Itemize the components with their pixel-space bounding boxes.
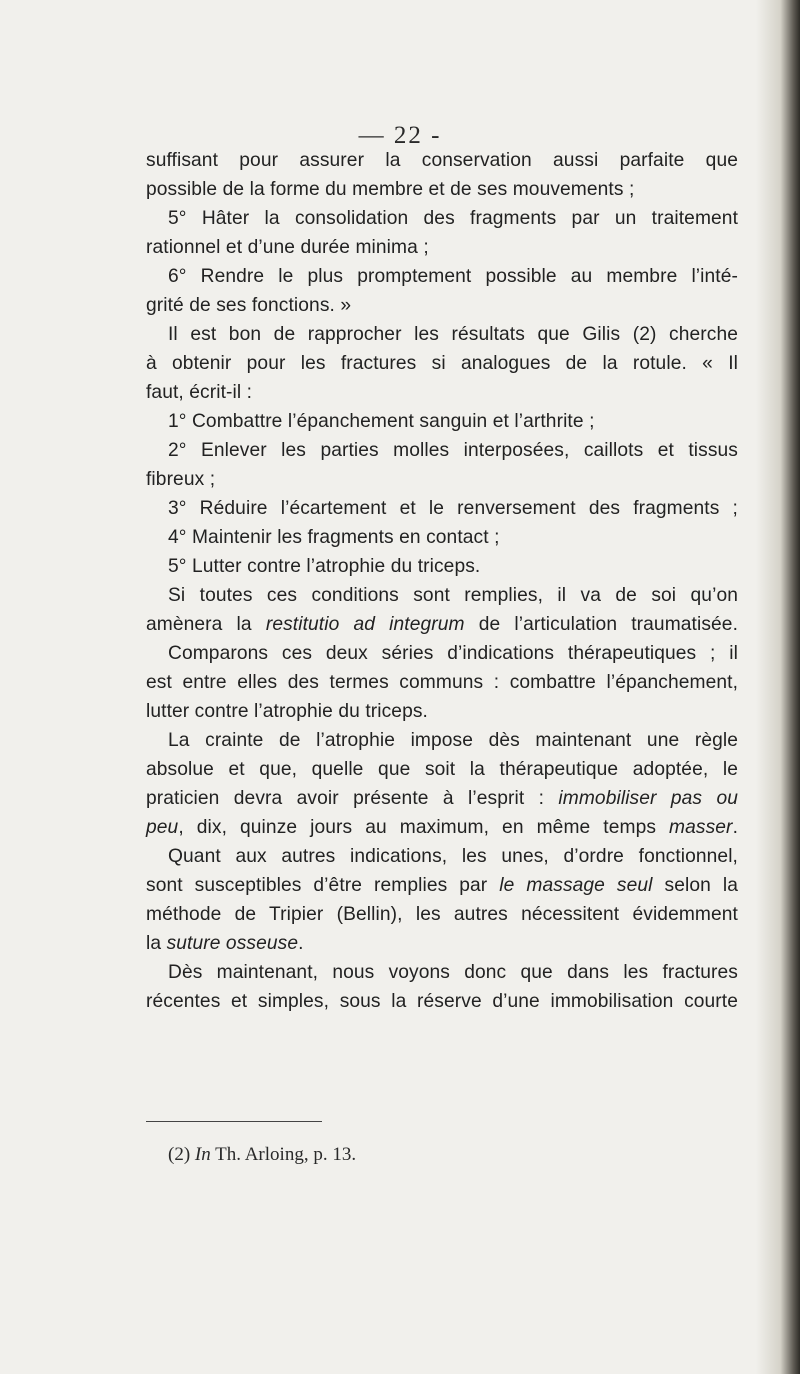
- body-text: [146, 146, 738, 1016]
- page-number: — 22 -: [358, 122, 442, 149]
- text-line: Comparons ces deux séries d’indications thérapeutiques ; il: [168, 643, 738, 664]
- text-segment: amènera la: [146, 614, 266, 635]
- footnote-marker: (2): [168, 1144, 191, 1165]
- text-line: à obtenir pour les fractures si analogues de la rotule. « Il: [146, 353, 738, 374]
- text-line: est entre elles des termes communs : combattre l’épanchement,: [146, 672, 738, 693]
- text-segment: .: [732, 817, 738, 838]
- text-line: 2° Enlever les parties molles interposées, caillots et tissus: [168, 440, 738, 461]
- text-line: méthode de Tripier (Bellin), les autres nécessitent évidemment: [146, 904, 738, 925]
- text-line: [146, 784, 738, 813]
- text-line: [146, 929, 738, 958]
- text-line: [146, 871, 738, 900]
- text-line: 3° Réduire l’écartement et le renversement des fragments ;: [168, 498, 738, 519]
- text-line: grité de ses fonctions. »: [146, 295, 352, 316]
- text-line: absolue et que, quelle que soit la thérapeutique adoptée, le: [146, 759, 738, 780]
- text-line: 4° Maintenir les fragments en contact ;: [168, 527, 500, 548]
- text-segment: sont susceptibles d’être remplies par: [146, 875, 500, 896]
- text-line: possible de la forme du membre et de ses mouvements ;: [146, 179, 635, 200]
- footnote-prefix: In: [194, 1144, 211, 1165]
- footnote: [168, 1144, 356, 1166]
- italic-phrase: masser: [669, 817, 733, 838]
- text-segment: selon la: [652, 875, 738, 896]
- text-line: faut, écrit-il :: [146, 382, 253, 403]
- text-line: La crainte de l’atrophie impose dès maintenant une règle: [168, 730, 738, 751]
- italic-phrase: restitutio ad integrum: [265, 614, 465, 635]
- text-segment: , dix, quinze jours au maximum, en même temps: [178, 817, 670, 838]
- text-line: Il est bon de rapprocher les résultats que Gilis (2) cherche: [168, 324, 738, 345]
- text-line: Quant aux autres indications, les unes, d’ordre fonctionnel,: [168, 846, 738, 867]
- text-line: 5° Lutter contre l’atrophie du triceps.: [168, 556, 481, 577]
- italic-phrase: immobiliser pas ou: [558, 788, 738, 809]
- text-segment: praticien devra avoir présente à l’esprit :: [146, 788, 559, 809]
- footnote-text: Th. Arloing, p. 13.: [215, 1144, 357, 1165]
- text-line: fibreux ;: [146, 469, 216, 490]
- italic-phrase: suture osseuse: [166, 933, 299, 954]
- text-line: suffisant pour assurer la conservation aussi parfaite que: [146, 150, 738, 171]
- text-line: 1° Combattre l’épanchement sanguin et l’arthrite ;: [168, 411, 595, 432]
- footnote-divider: [146, 1121, 322, 1122]
- text-line: [146, 813, 738, 842]
- text-segment: de l’articulation traumatisée.: [464, 614, 739, 635]
- text-segment: la: [146, 933, 167, 954]
- text-line: 5° Hâter la consolidation des fragments par un traitement: [168, 208, 738, 229]
- text-segment: .: [298, 933, 304, 954]
- text-line: [146, 610, 738, 639]
- text-line: récentes et simples, sous la réserve d’une immobilisation courte: [146, 991, 738, 1012]
- text-line: Si toutes ces conditions sont remplies, il va de soi qu’on: [168, 585, 738, 606]
- text-line: Dès maintenant, nous voyons donc que dans les fractures: [168, 962, 738, 983]
- text-line: 6° Rendre le plus promptement possible au membre l’inté-: [168, 266, 738, 287]
- text-line: rationnel et d’une durée minima ;: [146, 237, 429, 258]
- page-edge-shadow: [756, 0, 800, 1374]
- italic-phrase: peu: [146, 817, 179, 838]
- italic-phrase: le massage seul: [499, 875, 653, 896]
- text-line: lutter contre l’atrophie du triceps.: [146, 701, 428, 722]
